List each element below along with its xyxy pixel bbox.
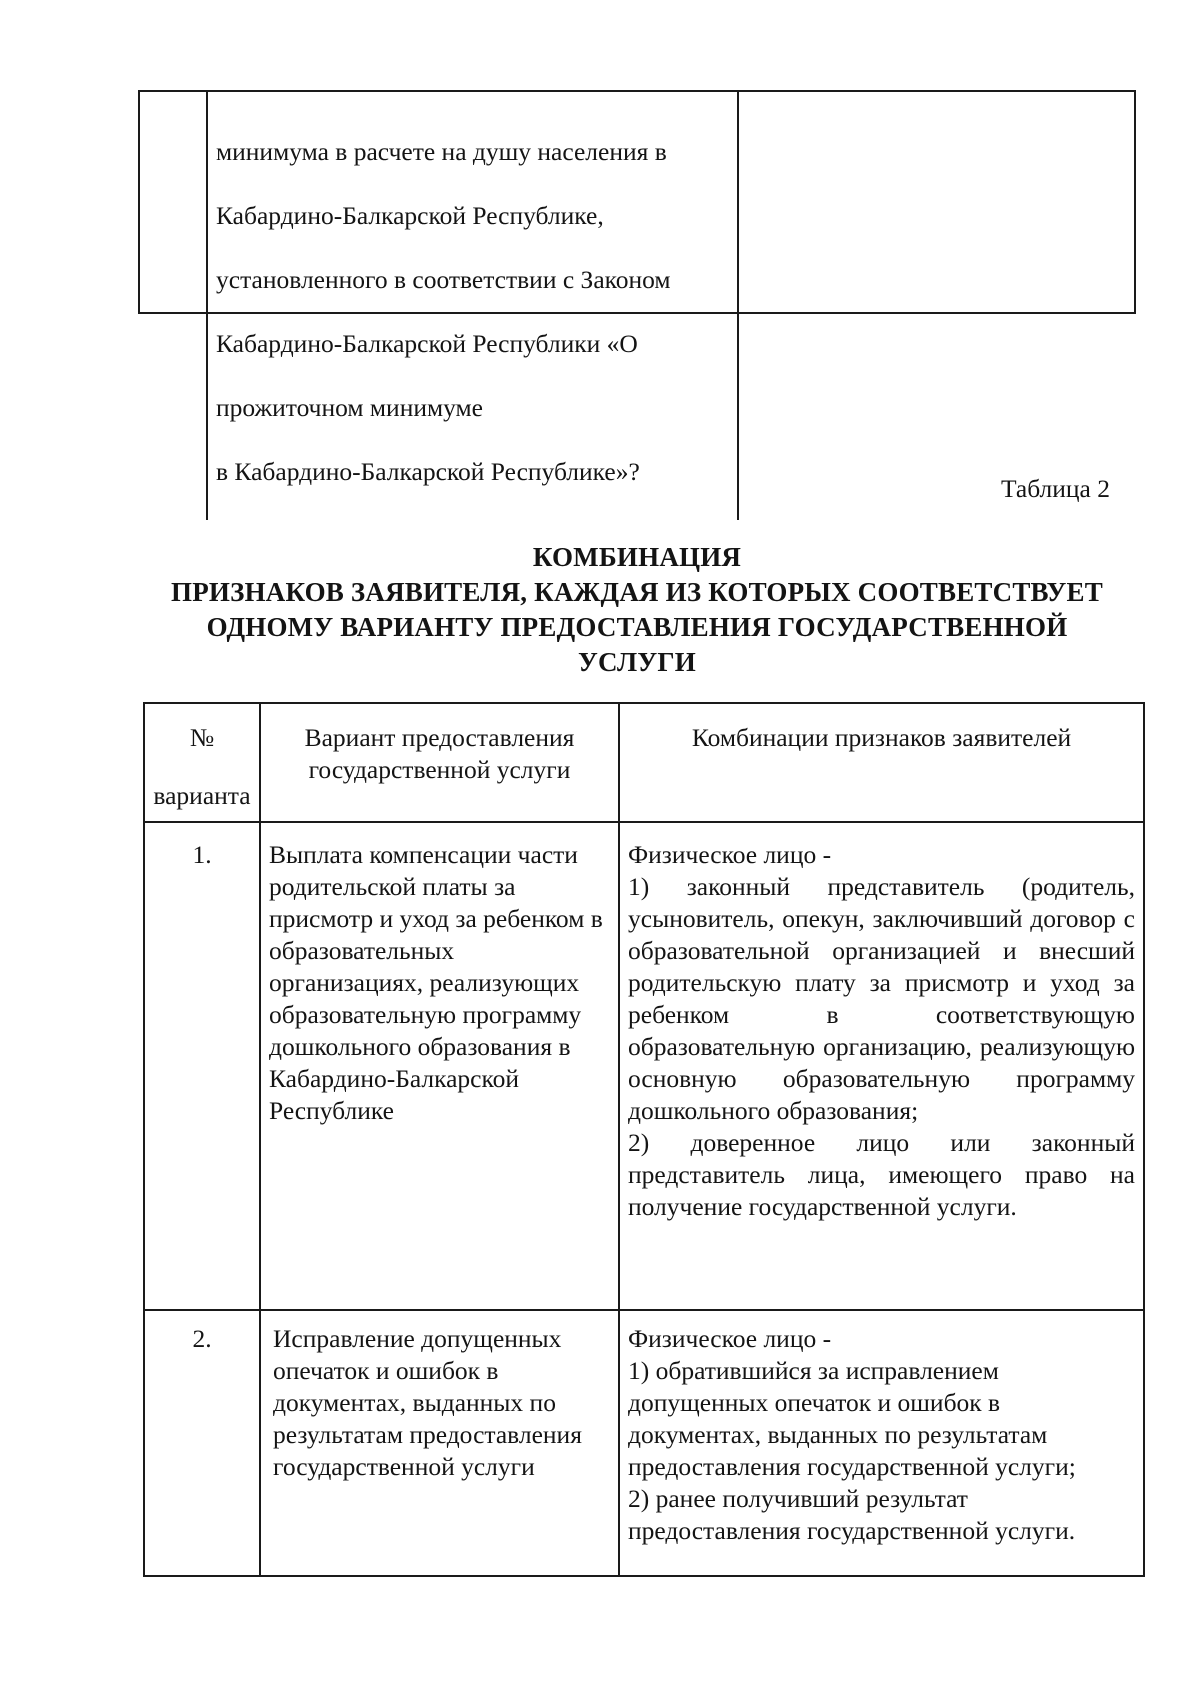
table-row [144,1310,1144,1576]
continuation-line: Кабардино-Балкарской Республики «О [216,329,638,358]
row-variant: Исправление допущенных опечаток и ошибок в документах, выданных по результатам предоставления государственной услуги [260,1310,619,1576]
continuation-number-cell [140,92,208,520]
continuation-table [138,90,1136,486]
variants-table [143,702,1145,1577]
continuation-text [216,104,729,520]
continuation-line: установленного в соответствии с Законом [216,265,671,294]
row-combinations [619,822,1144,1310]
combo-title: Физическое лицо - [628,840,832,869]
header-number [144,703,260,822]
combo-title: Физическое лицо - [628,1324,832,1353]
table-caption: Таблица 2 [1000,474,1110,503]
number-sign: № [189,723,215,752]
continuation-text-cell [208,92,739,520]
table-heading: КОМБИНАЦИЯ ПРИЗНАКОВ ЗАЯВИТЕЛЯ, КАЖДАЯ ИЗ КОТОРЫХ СООТВЕТСТВУЕТ ОДНОМУ ВАРИАНТУ ПРЕДОСТАВЛЕНИЯ ГОСУДАРСТВЕННОЙ УСЛУГИ [171,542,1103,677]
row-number: 2. [144,1310,260,1576]
combo-item: 1) обратившийся за исправлением допущенных опечаток и ошибок в документах, выданных по результатам предоставления государственной услуги; [628,1356,1076,1481]
row-number: 1. [144,822,260,1310]
table-row [144,822,1144,1310]
header-combinations: Комбинации признаков заявителей [619,703,1144,822]
continuation-line: минимума в расчете на душу населения в [216,137,667,166]
continuation-line: прожиточном минимуме [216,393,484,422]
continuation-empty-cell [739,92,1134,520]
header-variant: Вариант предоставления государственной услуги [260,703,619,822]
continuation-line: в Кабардино-Балкарской Республике»? [216,457,640,486]
combo-item: 2) доверенное лицо или законный представитель лица, имеющего право на получение государственной услуги. [628,1128,1135,1221]
table-header-row [144,703,1144,822]
combo-item: 1) законный представитель (родитель, усыновитель, опекун, заключивший договор с образовательной организацией и внесший родительскую плату за присмотр и уход за ребенком в соответствующую образовательную организацию, реализующую основную образовательную программу дошкольного образования; [628,872,1135,1125]
row-variant: Выплата компенсации части родительской платы за присмотр и уход за ребенком в образовательных организациях, реализующих образовательную программу дошкольного образования в Кабардино-Балкарской Республике [260,822,619,1310]
row-combinations [619,1310,1144,1576]
combo-item: 2) ранее получивший результат предоставления государственной услуги. [628,1484,1076,1545]
number-label: варианта [153,781,251,810]
continuation-line: Кабардино-Балкарской Республике, [216,201,604,230]
